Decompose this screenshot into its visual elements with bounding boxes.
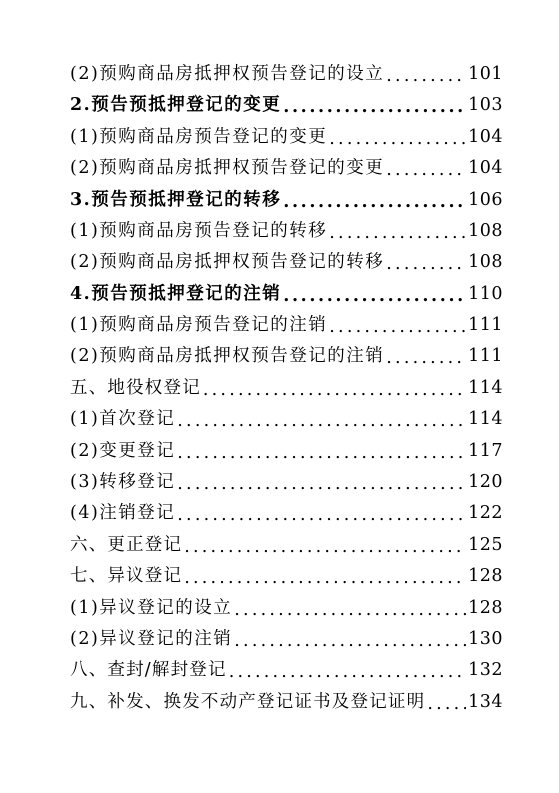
toc-entry-page: 108 [468,252,503,273]
dot-leader [177,476,466,494]
toc-entry-title: (1)首次登记 [70,409,176,430]
toc-entry[interactable] [0,498,559,529]
toc-entry-page: 110 [468,283,503,304]
dot-leader [329,319,466,337]
dot-leader [177,445,466,463]
dot-leader [184,539,466,557]
toc-entry-title: (2)预购商品房抵押权预告登记的转移 [70,252,385,273]
dot-leader [386,256,466,274]
toc-entry[interactable] [0,561,559,592]
toc-entry-title: 九、补发、换发不动产登记证书及登记证明 [70,691,426,712]
toc-entry-title: (3)转移登记 [70,472,176,493]
dot-leader [386,162,466,180]
toc-entry-page: 111 [468,315,503,336]
toc-entry-title: 3.预告预抵押登记的转移 [70,189,282,210]
toc-entry-page: 104 [468,158,503,179]
dot-leader [386,350,466,368]
toc-entry-title: 五、地役权登记 [70,377,201,398]
toc-entry[interactable] [0,185,559,216]
toc-entry-title: (2)变更登记 [70,440,176,461]
toc-entry-title: 八、查封/解封登记 [70,660,227,681]
dot-leader [329,131,466,149]
toc-entry[interactable] [0,59,559,90]
toc-entry[interactable] [0,342,559,373]
toc-entry-title: 4.预告预抵押登记的注销 [70,283,282,304]
toc-entry[interactable] [0,467,559,498]
dot-leader [184,570,466,588]
toc-entry[interactable] [0,247,559,278]
toc-entry-title: (1)预购商品房预告登记的注销 [70,315,328,336]
dot-leader [386,68,466,86]
toc-entry-page: 134 [468,691,503,712]
toc-entry[interactable] [0,90,559,121]
toc-entry-title: (1)异议登记的设立 [70,597,233,618]
toc-entry-title: (2)预购商品房抵押权预告登记的变更 [70,158,385,179]
dot-leader [177,507,466,525]
toc-entry-page: 103 [468,95,503,116]
toc-entry-title: (2)预购商品房抵押权预告登记的设立 [70,63,385,84]
toc-entry[interactable] [0,310,559,341]
dot-leader [283,194,466,212]
toc-entry-page: 111 [468,346,503,367]
toc-entry-title: 六、更正登记 [70,534,183,555]
toc-entry[interactable] [0,404,559,435]
toc-entry-page: 117 [468,440,503,461]
toc-entry[interactable] [0,593,559,624]
toc-entry-page: 128 [468,566,503,587]
toc-entry-page: 101 [468,63,503,84]
dot-leader [234,633,466,651]
toc-entry-title: (2)异议登记的注销 [70,628,233,649]
toc-entry-page: 108 [468,220,503,241]
dot-leader [329,225,466,243]
toc-entry[interactable] [0,122,559,153]
toc-entry-title: (2)预购商品房抵押权预告登记的注销 [70,346,385,367]
toc-entry-title: (1)预购商品房预告登记的转移 [70,220,328,241]
toc-entry[interactable] [0,624,559,655]
toc-entry[interactable] [0,216,559,247]
toc-entry-page: 104 [468,126,503,147]
toc-entry-page: 114 [468,409,503,430]
dot-leader [177,413,466,431]
toc-entry-page: 128 [468,597,503,618]
toc-entry-page: 132 [468,660,503,681]
toc-entry-title: 七、异议登记 [70,566,183,587]
toc-entry-title: (1)预购商品房预告登记的变更 [70,126,328,147]
dot-leader [229,664,466,682]
toc-entry-page: 130 [468,628,503,649]
toc-entry-page: 122 [468,503,503,524]
toc-entry[interactable] [0,655,559,686]
dot-leader [427,696,466,714]
toc-entry[interactable] [0,279,559,310]
toc-entry[interactable] [0,153,559,184]
dot-leader [283,99,466,117]
toc-entry[interactable] [0,687,559,718]
toc-entry[interactable] [0,530,559,561]
dot-leader [283,288,466,306]
toc-entry-page: 125 [468,534,503,555]
toc-entry-title: 2.预告预抵押登记的变更 [70,95,282,116]
toc-entry[interactable] [0,436,559,467]
dot-leader [234,602,466,620]
toc-entry-page: 106 [468,189,503,210]
toc-entry[interactable] [0,373,559,404]
toc-entry-title: (4)注销登记 [70,503,176,524]
toc-entry-page: 114 [468,377,503,398]
table-of-contents [0,59,559,718]
toc-entry-page: 120 [468,472,503,493]
dot-leader [203,382,466,400]
